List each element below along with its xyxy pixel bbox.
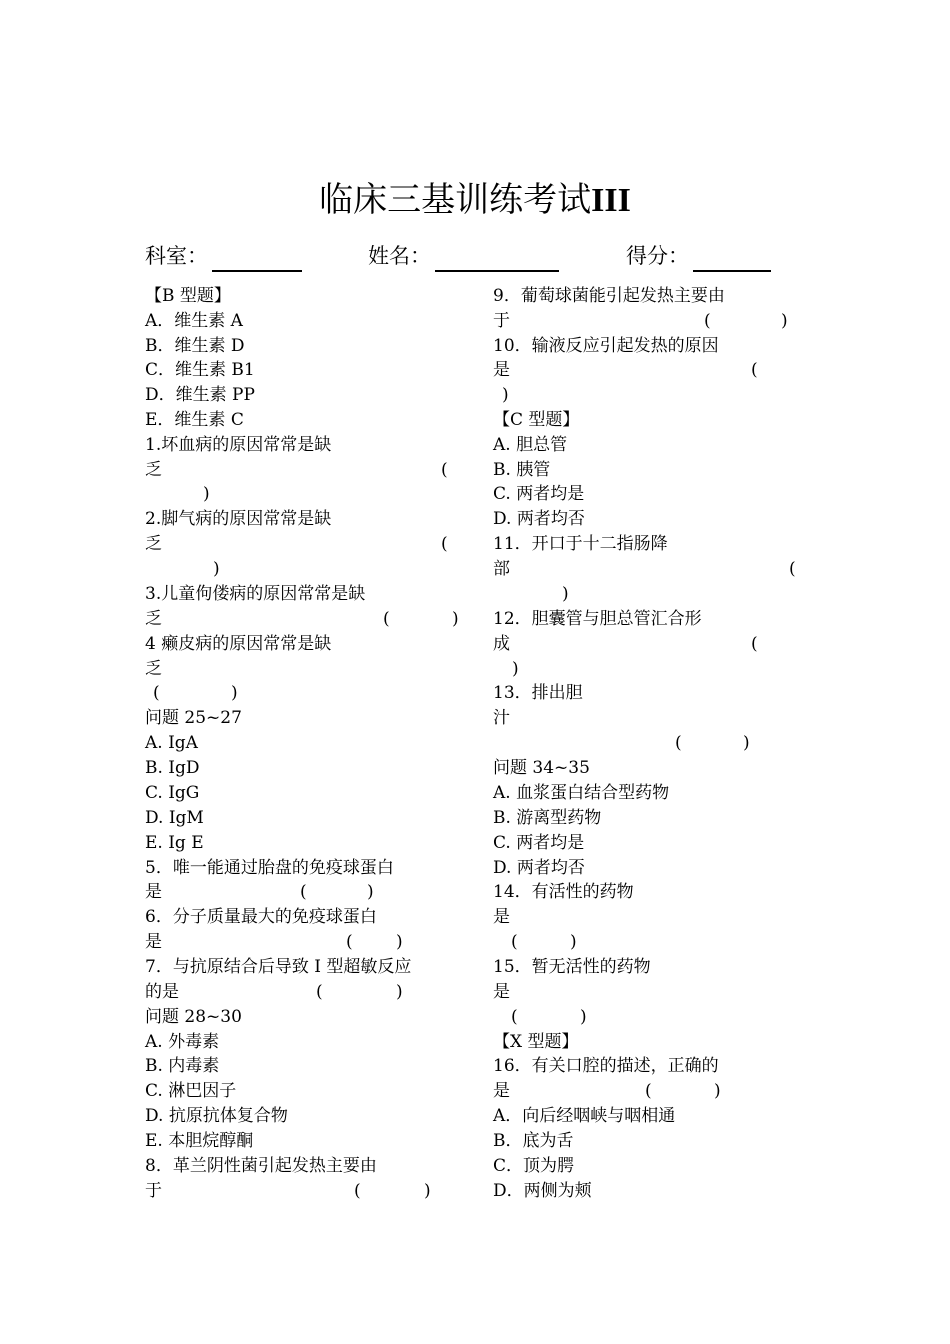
question-2-text-cont: 乏 <box>145 534 162 554</box>
name-label: 姓名： <box>368 244 431 268</box>
question-10-text: 10．输液反应引起发热的原因 <box>493 336 719 356</box>
question-4-text-cont: 乏 <box>145 659 162 679</box>
option-c: C．顶为腭 <box>493 1156 575 1176</box>
question-9-text-cont: 于 <box>493 311 510 331</box>
question-10-answer-open[interactable]: ( <box>751 360 758 380</box>
question-3-text: 3.儿童佝偻病的原因常常是缺 <box>145 584 366 604</box>
option-a: A. IgA <box>145 733 198 753</box>
question-15-answer-close: ) <box>580 1007 587 1027</box>
question-16-text: 16．有关口腔的描述，正确的 <box>493 1056 719 1076</box>
question-14-answer-open[interactable]: ( <box>511 932 518 952</box>
question-7-text: 7．与抗原结合后导致 I 型超敏反应 <box>145 957 412 977</box>
section-heading-c: 【C 型题】 <box>493 410 580 430</box>
option-e: E．维生素 C <box>145 410 244 430</box>
option-e: E. Ig E <box>145 833 204 853</box>
group-heading-25-27: 问题 25~27 <box>145 708 242 728</box>
page-title <box>0 170 950 231</box>
question-5-answer-open[interactable]: ( <box>300 882 307 902</box>
score-field <box>626 240 771 272</box>
question-15-text: 15．暂无活性的药物 <box>493 957 651 977</box>
question-11-text: 11．开口于十二指肠降 <box>493 534 668 554</box>
question-12-text-cont: 成 <box>493 634 510 654</box>
department-label: 科室： <box>145 244 208 268</box>
option-b: B．维生素 D <box>145 336 245 356</box>
department-blank[interactable] <box>212 244 302 272</box>
option-d: D. 抗原抗体复合物 <box>145 1106 288 1126</box>
title-suffix: III <box>591 182 631 219</box>
option-b: B. IgD <box>145 758 200 778</box>
question-1-text-cont: 乏 <box>145 460 162 480</box>
question-12-answer-open[interactable]: ( <box>751 634 758 654</box>
question-3-answer-close: ) <box>452 609 459 629</box>
question-9-answer-open[interactable]: ( <box>704 311 711 331</box>
question-4-text: 4 癞皮病的原因常常是缺 <box>145 634 332 654</box>
section-heading-b: 【B 型题】 <box>145 286 231 306</box>
name-blank[interactable] <box>435 244 559 272</box>
question-7-text-cont: 的是 <box>145 982 179 1002</box>
option-b: B. 胰管 <box>493 460 551 480</box>
option-b: B. 内毒素 <box>145 1056 220 1076</box>
question-3-answer-open[interactable]: ( <box>383 609 390 629</box>
question-14-answer-close: ) <box>570 932 577 952</box>
option-c: C. IgG <box>145 783 200 803</box>
question-5-answer-close: ) <box>367 882 374 902</box>
question-6-text-cont: 是 <box>145 932 162 952</box>
question-4-answer-close: ) <box>231 683 238 703</box>
option-c: C. 两者均是 <box>493 484 585 504</box>
question-14-text: 14．有活性的药物 <box>493 882 634 902</box>
question-3-text-cont: 乏 <box>145 609 162 629</box>
question-15-answer-open[interactable]: ( <box>511 1007 518 1027</box>
option-c: C. 两者均是 <box>493 833 585 853</box>
question-7-answer-close: ) <box>396 982 403 1002</box>
question-10-text-cont: 是 <box>493 360 510 380</box>
option-c: C. 淋巴因子 <box>145 1081 237 1101</box>
question-6-text: 6．分子质量最大的免疫球蛋白 <box>145 907 377 927</box>
question-14-text-cont: 是 <box>493 907 510 927</box>
question-2-answer-open[interactable]: ( <box>441 534 448 554</box>
question-5-text: 5．唯一能通过胎盘的免疫球蛋白 <box>145 858 394 878</box>
question-16-answer-close: ) <box>714 1081 721 1101</box>
question-2-answer-close: ) <box>213 559 220 579</box>
question-9-text: 9．葡萄球菌能引起发热主要由 <box>493 286 725 306</box>
question-13-text-cont: 汁 <box>493 708 510 728</box>
option-a: A. 外毒素 <box>145 1032 220 1052</box>
name-field <box>368 240 559 272</box>
question-9-answer-close: ) <box>781 311 788 331</box>
question-12-answer-close: ) <box>512 659 519 679</box>
question-7-answer-open[interactable]: ( <box>316 982 323 1002</box>
question-1-answer-close: ) <box>203 484 210 504</box>
question-10-answer-close: ) <box>502 385 509 405</box>
question-5-text-cont: 是 <box>145 882 162 902</box>
question-13-text: 13．排出胆 <box>493 683 583 703</box>
question-6-answer-open[interactable]: ( <box>346 932 353 952</box>
question-8-text: 8．革兰阴性菌引起发热主要由 <box>145 1156 377 1176</box>
option-a: A．向后经咽峡与咽相通 <box>493 1106 676 1126</box>
option-a: A．维生素 A <box>145 311 243 331</box>
section-heading-x: 【X 型题】 <box>493 1032 579 1052</box>
option-d: D．维生素 PP <box>145 385 255 405</box>
option-d: D. 两者均否 <box>493 858 585 878</box>
department-field <box>145 240 302 272</box>
question-4-answer-open[interactable]: ( <box>153 683 160 703</box>
option-b: B. 游离型药物 <box>493 808 602 828</box>
score-blank[interactable] <box>693 244 771 272</box>
question-6-answer-close: ) <box>396 932 403 952</box>
group-heading-28-30: 问题 28~30 <box>145 1007 242 1027</box>
question-2-text: 2.脚气病的原因常常是缺 <box>145 509 332 529</box>
option-c: C．维生素 B1 <box>145 360 255 380</box>
question-16-answer-open[interactable]: ( <box>645 1081 652 1101</box>
option-b: B．底为舌 <box>493 1131 574 1151</box>
option-e: E. 本胆烷醇酮 <box>145 1131 254 1151</box>
question-12-text: 12．胆囊管与胆总管汇合形 <box>493 609 702 629</box>
title-main: 临床三基训练考试 <box>319 180 592 220</box>
question-13-answer-close: ) <box>743 733 750 753</box>
question-1-answer-open[interactable]: ( <box>441 460 448 480</box>
question-11-answer-close: ) <box>562 584 569 604</box>
question-15-text-cont: 是 <box>493 982 510 1002</box>
question-8-answer-open[interactable]: ( <box>354 1181 361 1201</box>
question-11-answer-open[interactable]: ( <box>789 559 796 579</box>
option-a: A. 胆总管 <box>493 435 568 455</box>
question-8-text-cont: 于 <box>145 1181 162 1201</box>
question-13-answer-open[interactable]: ( <box>675 733 682 753</box>
score-label: 得分： <box>626 244 689 268</box>
group-heading-34-35: 问题 34~35 <box>493 758 590 778</box>
question-1-text: 1.坏血病的原因常常是缺 <box>145 435 332 455</box>
option-d: D. IgM <box>145 808 204 828</box>
question-11-text-cont: 部 <box>493 559 510 579</box>
question-8-answer-close: ) <box>424 1181 431 1201</box>
option-d: D. 两者均否 <box>493 509 585 529</box>
option-d: D．两侧为颊 <box>493 1181 592 1201</box>
option-a: A. 血浆蛋白结合型药物 <box>493 783 670 803</box>
question-16-text-cont: 是 <box>493 1081 510 1101</box>
